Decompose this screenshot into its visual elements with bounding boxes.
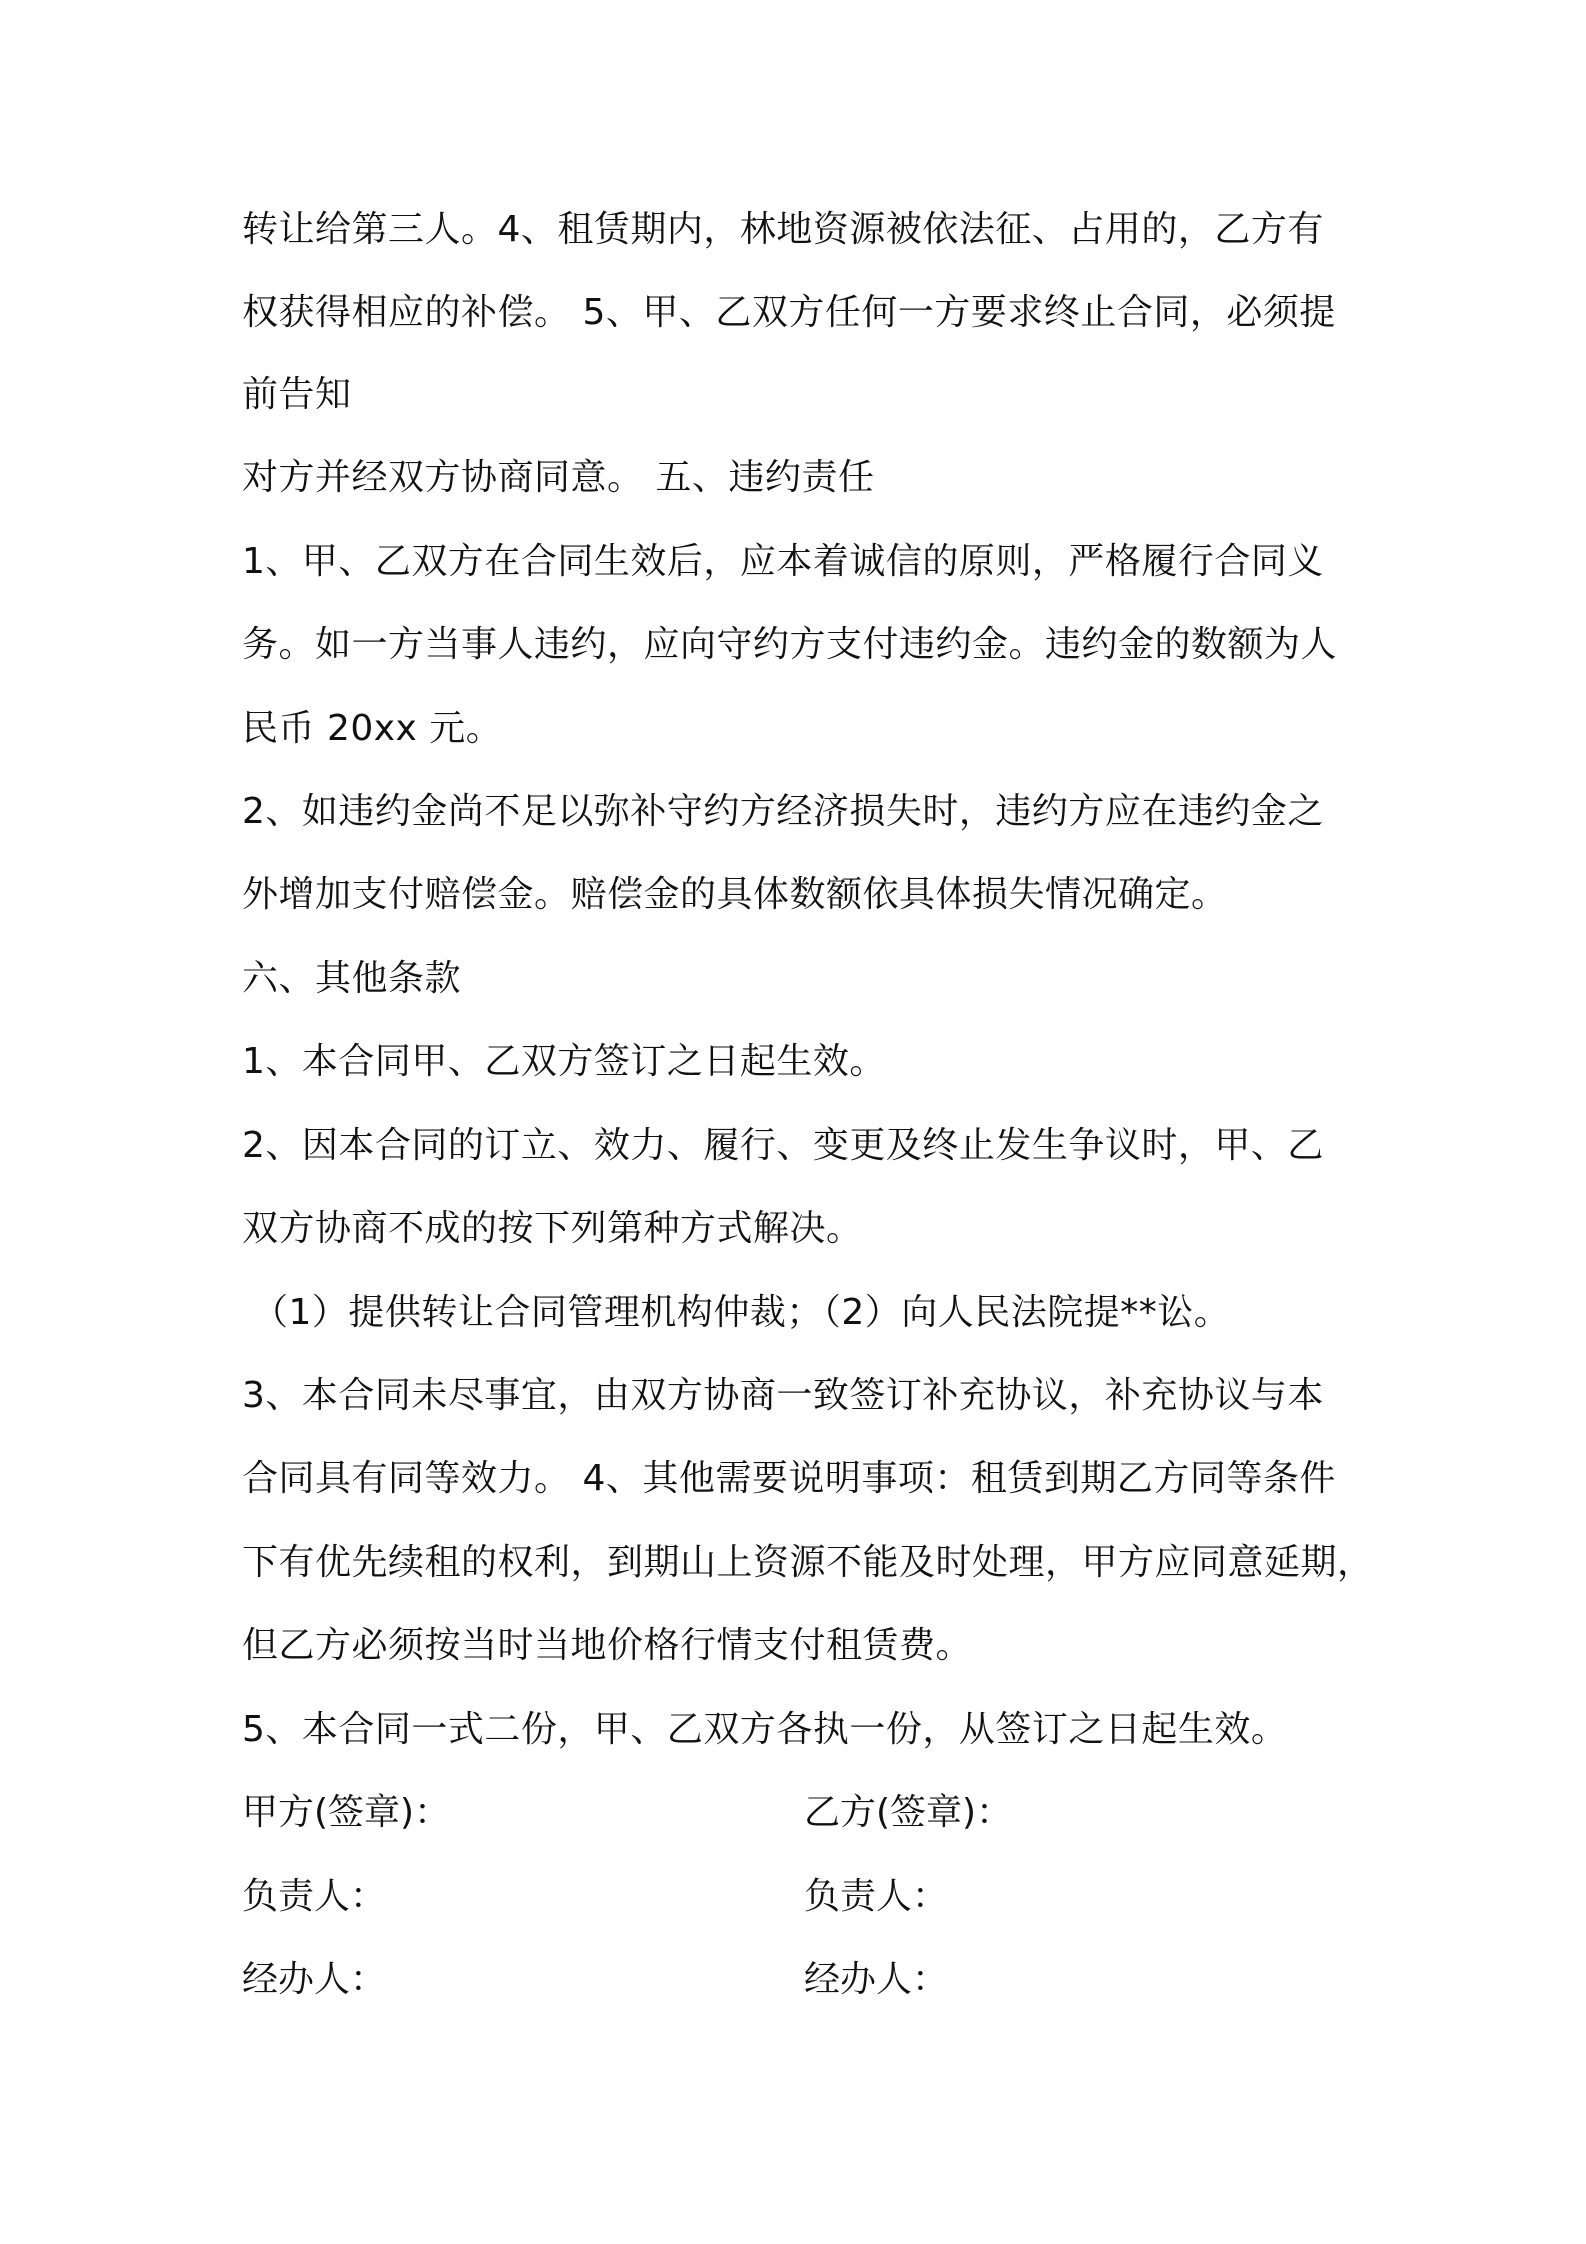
signature-row-manager <box>242 1875 1342 1919</box>
paragraph-line: 民币 20xx 元。 <box>242 708 503 749</box>
paragraph-line: 2、因本合同的订立、效力、履行、变更及终止发生争议时，甲、乙 <box>242 1125 1324 1166</box>
party-a-manager-label: 负责人： <box>242 1876 387 1917</box>
signature-row-seal <box>242 1791 1342 1835</box>
section-heading: 六、其他条款 <box>242 958 462 999</box>
party-b-seal-label: 乙方(签章)： <box>804 1792 1013 1833</box>
paragraph-line: 1、本合同甲、乙双方签订之日起生效。 <box>242 1041 886 1082</box>
paragraph-line: 前告知 <box>242 374 352 415</box>
paragraph-line: 5、本合同一式二份，甲、乙双方各执一份，从签订之日起生效。 <box>242 1709 1288 1750</box>
signature-row-handler <box>242 1958 1342 2002</box>
paragraph-line: 3、本合同未尽事宜，由双方协商一致签订补充协议，补充协议与本 <box>242 1375 1324 1416</box>
paragraph-line: 1、甲、乙双方在合同生效后，应本着诚信的原则，严格履行合同义 <box>242 541 1324 582</box>
party-b-handler-label: 经办人： <box>804 1959 949 2000</box>
paragraph-line: 外增加支付赔偿金。赔偿金的具体数额依具体损失情况确定。 <box>242 874 1228 915</box>
paragraph-line: 合同具有同等效力。 4、其他需要说明事项：租赁到期乙方同等条件 <box>242 1458 1336 1499</box>
party-b-manager-label: 负责人： <box>804 1876 949 1917</box>
section-heading-line: 对方并经双方协商同意。 五、违约责任 <box>242 457 875 498</box>
party-a-seal-label: 甲方(签章)： <box>242 1792 451 1833</box>
paragraph-line: 务。如一方当事人违约，应向守约方支付违约金。违约金的数额为人 <box>242 624 1338 665</box>
paragraph-line: 转让给第三人。4、租赁期内，林地资源被依法征、占用的，乙方有 <box>242 209 1324 250</box>
paragraph-line: 权获得相应的补偿。 5、甲、乙双方任何一方要求终止合同，必须提 <box>242 292 1336 333</box>
paragraph-line: （1）提供转让合同管理机构仲裁；（2）向人民法院提**讼。 <box>252 1292 1231 1333</box>
paragraph-line: 双方协商不成的按下列第种方式解决。 <box>242 1208 863 1249</box>
paragraph-line: 2、如违约金尚不足以弥补守约方经济损失时，违约方应在违约金之 <box>242 791 1324 832</box>
party-a-handler-label: 经办人： <box>242 1959 387 2000</box>
paragraph-line: 但乙方必须按当时当地价格行情支付租赁费。 <box>242 1625 973 1666</box>
paragraph-line: 下有优先续租的权利，到期山上资源不能及时处理，甲方应同意延期， <box>242 1542 1374 1583</box>
